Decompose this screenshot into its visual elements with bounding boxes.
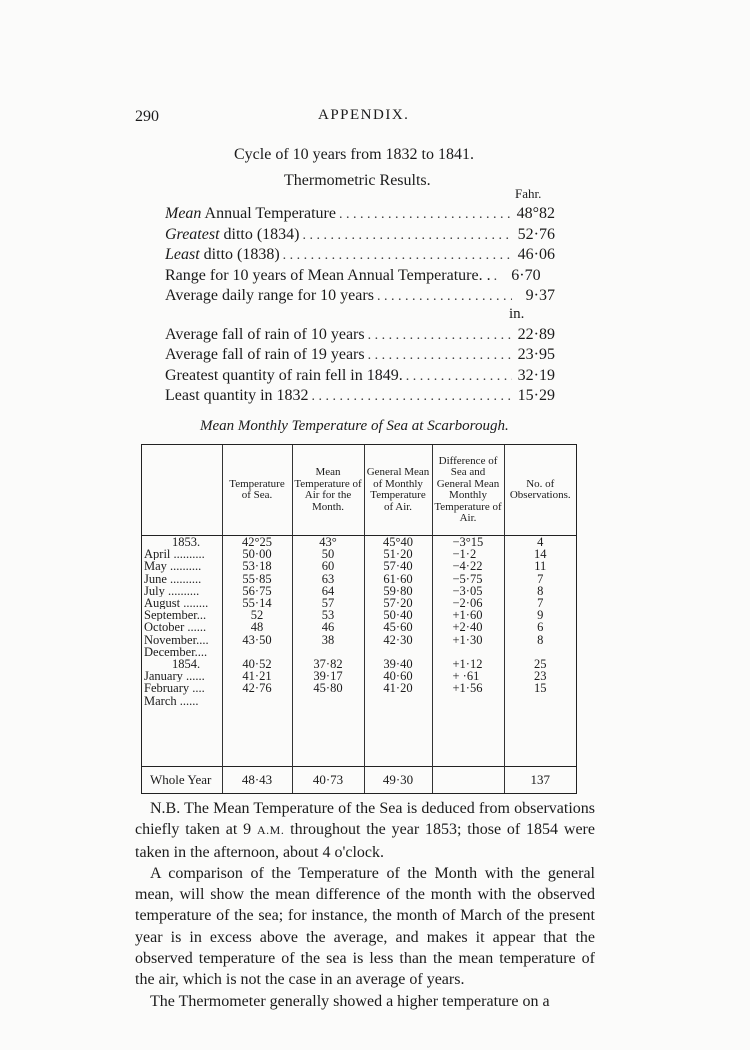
result-value: 52·76	[517, 225, 555, 243]
running-head: APPENDIX.	[318, 107, 410, 123]
note-paragraph: N.B. The Mean Temperature of the Sea is deduced from observations chiefly taken at 9 A.M. throughout the year 1853; those of 1854 were taken in the afternoon, about 4 o'clock.	[135, 800, 595, 861]
total-air: 40·73	[292, 767, 364, 794]
month-label: August ........	[144, 597, 209, 610]
result-value: 48°82	[516, 205, 555, 222]
month-label: April ..........	[144, 548, 205, 561]
month-label: December....	[144, 645, 208, 659]
result-value: 22·89	[517, 325, 555, 343]
unit-fahrenheit: Fahr.	[515, 186, 542, 201]
result-line: Average fall of rain of 10 years . . . 22·89	[165, 326, 555, 347]
thermometric-results	[165, 205, 555, 408]
result-value: 32·19	[517, 366, 555, 384]
sea-temperature-table	[141, 444, 577, 794]
total-difference	[432, 767, 504, 794]
result-value: 15·29	[517, 387, 555, 404]
header-difference: Difference of Sea and General Mean Monthly Temperature of Air.	[432, 445, 504, 536]
year-label: 1853.	[172, 535, 201, 549]
month-label: October ......	[144, 621, 207, 634]
thermometric-title: Thermometric Results.	[284, 172, 431, 189]
result-value: 23·95	[517, 346, 555, 363]
thermometer-paragraph: The Thermometer generally showed a higher temperature on a	[150, 992, 550, 1010]
page-number: 290	[135, 108, 159, 125]
cycle-title: Cycle of 10 years from 1832 to 1841.	[234, 146, 474, 163]
month-label: March ......	[144, 694, 199, 707]
total-sea: 48·43	[222, 767, 292, 794]
unit-inches: in.	[509, 306, 525, 322]
sea-table-title: Mean Monthly Temperature of Sea at Scarborough.	[200, 418, 509, 434]
result-line: Least quantity in 1832 . . . 15·29	[165, 387, 555, 408]
header-air-temp: Mean Temperature of Air for the Month.	[292, 445, 364, 536]
header-sea-temp: Temperature of Sea.	[222, 445, 292, 536]
comparison-paragraph: A comparison of the Temperature of the Month with the general mean, will show the mean difference of the month with the observed temperature of the sea; for instance, the month of March of the present year is in excess above the average, and makes it appear that the observed temperature of the sea is less than the mean temperature of the air, which is not the case in an average of years.	[135, 864, 595, 989]
result-line: Range for 10 years of Mean Annual Temperature. . . . . 6·70	[165, 267, 555, 288]
air-temp-column: 43° 50 60 63 64 57 53 46 38 37·82 39·17 45·80	[292, 536, 364, 767]
result-line: Least ditto (1838) . . . 46·06	[165, 246, 555, 267]
result-line: Average daily range for 10 years . . . 9·37	[165, 287, 555, 308]
month-label: May ..........	[144, 560, 202, 573]
result-value: 46·06	[517, 246, 555, 263]
month-label: September...	[144, 609, 207, 622]
header-month	[142, 445, 222, 536]
table-body-row	[142, 536, 576, 767]
result-line: Mean Annual Temperature . . . 48°82	[165, 205, 555, 226]
month-label: February ....	[144, 682, 205, 695]
body-text	[135, 798, 595, 1012]
result-line: Average fall of rain of 19 years . . . 23·95	[165, 346, 555, 367]
table-header-row	[142, 445, 576, 536]
general-mean-column: 45°40 51·20 57·40 61·60 59·80 57·20 50·40 45·60 42·30 39·40 40·60 41·20	[364, 536, 432, 767]
month-label: June ..........	[144, 572, 202, 585]
month-label: July ..........	[144, 584, 200, 598]
total-label: Whole Year	[142, 767, 222, 794]
month-label: November....	[144, 633, 209, 646]
result-line: Greatest ditto (1834) . . . 52·76	[165, 226, 555, 247]
table-total-row	[142, 767, 576, 794]
header-general-mean: General Mean of Monthly Temperature of Air.	[364, 445, 432, 536]
observations-column: 4 14 11 7 8 7 9 6 8 25 23 15	[534, 535, 547, 696]
total-general: 49·30	[364, 767, 432, 794]
month-label: January ......	[144, 670, 205, 683]
header-observations: No. of Observations.	[504, 445, 576, 536]
total-observations: 137	[504, 767, 576, 794]
year-label: 1854.	[172, 657, 201, 672]
month-column	[142, 536, 222, 767]
difference-column: −3°15 −1·2 −4·22 −5·75 −3·05 −2·06 +1·60 +2·40 +1·30 +1·12 + ·61 +1·56	[432, 536, 504, 767]
result-value: 6·70	[511, 266, 541, 284]
result-line: Greatest quantity of rain fell in 1849. . . . 32·19	[165, 367, 555, 388]
result-value: 9·37	[525, 287, 555, 304]
sea-temp-column: 42°25 50·00 53·18 55·85 56·75 55·14 52 48 43·50 40·52 41·21 42·76	[222, 536, 292, 767]
